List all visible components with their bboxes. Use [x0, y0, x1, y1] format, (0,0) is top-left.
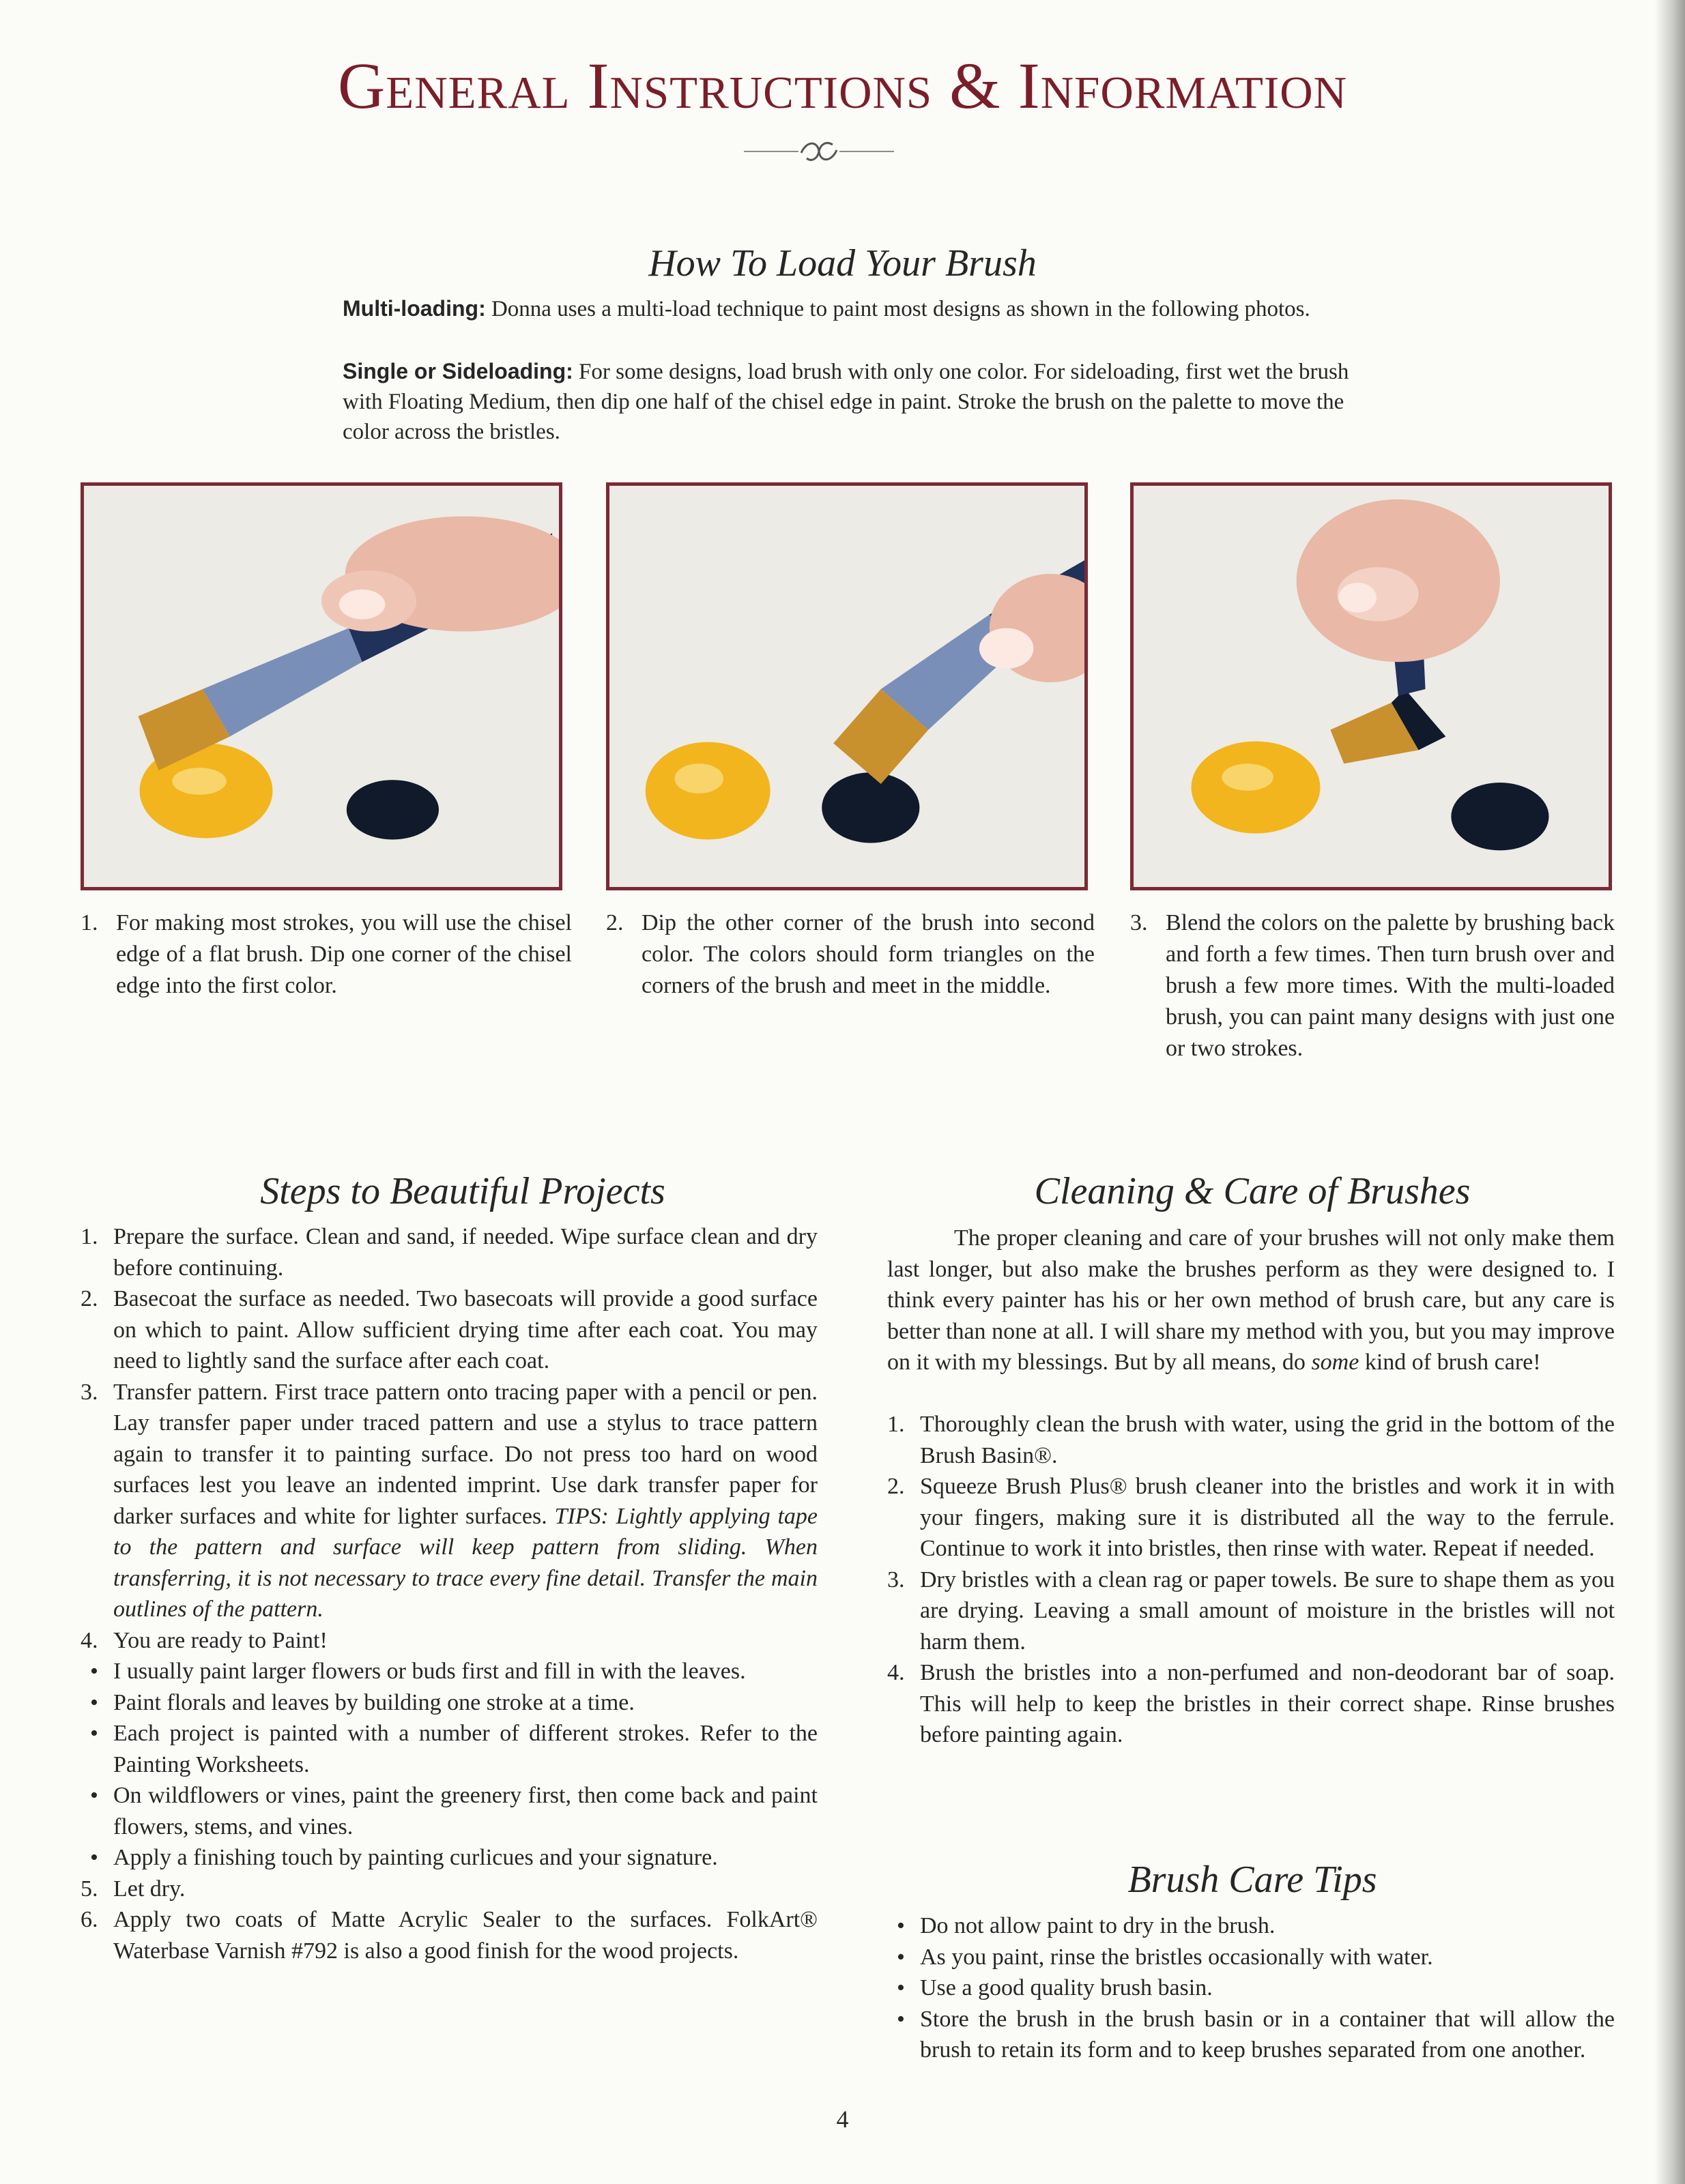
step-tips: TIPS: Lightly applying tape to the pattern and surface will keep pattern from sliding. When transferring, it is not necessary to trace every fine detail. Transfer the main outlines of the pattern. [113, 1503, 818, 1622]
page-title: General Instructions & Information [337, 49, 1348, 122]
list-item [81, 1780, 818, 1842]
book-spine-shadow [1655, 0, 1685, 2184]
photo-caption-1 [81, 907, 572, 1002]
cleaning-intro-emphasis: some [1311, 1350, 1359, 1375]
sideloading-text: For some designs, load brush with only one color. For sideloading, first wet the brush with Floating Medium, then dip one half of the chisel edge in paint. Stroke the brush on the palette to move the color across the bristles. [343, 360, 1349, 444]
step-marker: 6. [81, 1907, 98, 1932]
list-item [81, 1283, 818, 1377]
page-number: 4 [836, 2106, 849, 2133]
multi-loading-text: Donna uses a multi-load technique to paint most designs as shown in the following photos. [485, 297, 1310, 321]
caption-text: Blend the colors on the palette by brushing back and forth a few times. Then turn brush over and brush a few more times. With the multi-loaded brush, you can paint many designs with just one or two strokes. [1166, 910, 1615, 1061]
caption-number: 2. [606, 910, 624, 935]
sideloading-paragraph [343, 356, 1359, 447]
bullet-marker: • [90, 1783, 98, 1808]
list-item [81, 1874, 818, 1905]
step-text: You are ready to Paint! [113, 1627, 328, 1653]
sideloading-label: Single or Sideloading: [343, 359, 573, 383]
cleaning-list [887, 1409, 1615, 1751]
list-item [887, 1564, 1615, 1658]
cleaning-step-text: Dry bristles with a clean rag or paper towels. Be sure to shape them as you are drying. Leaving a small amount of moisture in the bristles will not harm them. [920, 1567, 1615, 1655]
list-item [81, 1718, 818, 1780]
list-item [887, 1471, 1615, 1564]
step-marker: 3. [887, 1567, 905, 1592]
step-text: Apply a finishing touch by painting curlicues and your signature. [113, 1845, 718, 1870]
list-item [887, 1910, 1615, 1942]
bullet-marker: • [897, 1944, 905, 1970]
cleaning-intro-text: The proper cleaning and care of your brushes will not only make them last longer, but also make the brushes perform as they were designed to. I think every painter has his or her own method of brush care, but any care is better than none at all. I will share my method with you, but you may improve on it with my blessings. But by all means, do [887, 1225, 1615, 1375]
step-text: On wildflowers or vines, paint the greenery first, then come back and paint flowers, stems, and vines. [113, 1783, 818, 1839]
cleaning-step-text: Brush the bristles into a non-perfumed and non-deodorant bar of soap. This will help to keep the bristles in their correct shape. Rinse brushes before painting again. [920, 1660, 1615, 1747]
multi-loading-label: Multi-loading: [343, 296, 486, 321]
caption-number: 1. [81, 910, 98, 935]
list-item [887, 1942, 1615, 1973]
step-text: Transfer pattern. First trace pattern onto tracing paper with a pencil or pen. Lay transfer paper under traced pattern and use a stylus to trace pattern again to transfer it to painting surface. Do not press too hard on wood surfaces lest you leave an indented imprint. Use dark transfer paper for darker surfaces and white for lighter surfaces. [113, 1379, 818, 1529]
list-item [887, 1657, 1615, 1751]
step-marker: 2. [81, 1286, 98, 1311]
flourish-ornament [730, 131, 908, 172]
step-text: Prepare the surface. Clean and sand, if needed. Wipe surface clean and dry before continuing. [113, 1224, 818, 1281]
step-text: Basecoat the surface as needed. Two basecoats will provide a good surface on which to paint. Allow sufficient drying time after each coat. You may need to lightly sand the surface after each coat. [113, 1286, 818, 1373]
bullet-marker: • [90, 1689, 98, 1715]
cleaning-step-text: Thoroughly clean the brush with water, using the grid in the bottom of the Brush Basin®. [920, 1412, 1615, 1468]
step-marker: 3. [81, 1379, 98, 1405]
list-item [887, 1972, 1615, 2004]
step-text: Apply two coats of Matte Acrylic Sealer to the surfaces. FolkArt® Waterbase Varnish #792 is also a good finish for the wood projects. [113, 1907, 818, 1964]
photo-step-2 [606, 482, 1088, 890]
step-marker: 2. [887, 1474, 905, 1499]
bullet-marker: • [897, 2006, 905, 2032]
tips-list [887, 1910, 1615, 2066]
cleaning-intro-end: kind of brush care! [1359, 1350, 1541, 1375]
bullet-marker: • [90, 1659, 98, 1684]
multi-loading-paragraph [343, 293, 1359, 324]
step-text: Let dry. [113, 1876, 186, 1902]
tip-text: Store the brush in the brush basin or in a container that will allow the brush to retain its form and to keep brushes separated from one another. [920, 2006, 1615, 2063]
list-item [81, 1842, 818, 1874]
list-item [81, 1221, 818, 1283]
list-item [887, 2004, 1615, 2066]
caption-number: 3. [1130, 910, 1148, 935]
step-marker: 5. [81, 1876, 98, 1902]
step-marker: 1. [887, 1412, 905, 1437]
step-text: Each project is painted with a number of different strokes. Refer to the Painting Worksheets. [113, 1721, 818, 1777]
bullet-marker: • [90, 1845, 98, 1870]
cleaning-step-text: Squeeze Brush Plus® brush cleaner into the bristles and work it in with your fingers, making sure it is distributed all the way to the ferrule. Continue to work it into bristles, then rinse with water. Repeat if needed. [920, 1474, 1615, 1561]
tip-text: Use a good quality brush basin. [920, 1975, 1213, 2000]
list-item [81, 1904, 818, 1966]
list-item [887, 1409, 1615, 1471]
bullet-marker: • [897, 1975, 905, 2000]
step-marker: 4. [887, 1660, 905, 1685]
heading-load-brush: How To Load Your Brush [648, 242, 1037, 285]
photo-step-3 [1130, 482, 1612, 890]
tip-text: Do not allow paint to dry in the brush. [920, 1913, 1276, 1938]
caption-text: Dip the other corner of the brush into second color. The colors should form triangles on the corners of the brush and meet in the middle. [642, 910, 1095, 998]
heading-steps: Steps to Beautiful Projects [260, 1170, 665, 1212]
tip-text: As you paint, rinse the bristles occasionally with water. [920, 1944, 1433, 1970]
list-item [81, 1656, 818, 1687]
cleaning-intro [887, 1223, 1615, 1378]
step-marker: 1. [81, 1224, 98, 1249]
photo-caption-2 [606, 907, 1095, 1002]
step-marker: 4. [81, 1627, 98, 1653]
step-text: I usually paint larger flowers or buds first and fill in with the leaves. [113, 1659, 746, 1684]
photo-caption-3 [1130, 907, 1615, 1064]
heading-cleaning: Cleaning & Care of Brushes [1034, 1170, 1471, 1212]
heading-brush-care-tips: Brush Care Tips [1127, 1859, 1377, 1901]
caption-text: For making most strokes, you will use the chisel edge of a flat brush. Dip one corner of the chisel edge into the first color. [116, 910, 572, 998]
bullet-marker: • [90, 1721, 98, 1746]
step-text: Paint florals and leaves by building one stroke at a time. [113, 1689, 635, 1715]
list-item [81, 1377, 818, 1625]
steps-list [81, 1221, 818, 1966]
list-item [81, 1687, 818, 1719]
bullet-marker: • [897, 1913, 905, 1938]
photo-step-1 [81, 482, 562, 890]
list-item [81, 1625, 818, 1657]
